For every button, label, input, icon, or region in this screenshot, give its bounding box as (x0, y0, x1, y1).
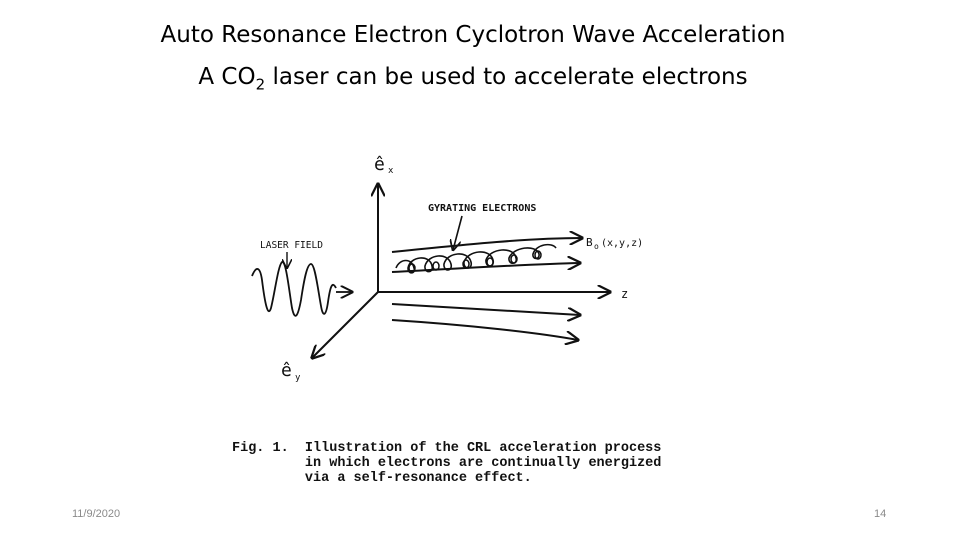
axis-y-subscript: y (295, 373, 301, 383)
axis-x-subscript: x (388, 166, 394, 176)
footer-date: 11/9/2020 (72, 508, 121, 520)
field-line-bottom (392, 320, 578, 340)
slide-title: Auto Resonance Electron Cyclotron Wave Acceleration (160, 22, 786, 48)
laser-field-label: LASER FIELD (260, 240, 323, 251)
subtitle-prefix: A CO (198, 64, 256, 90)
axis-y-line (312, 292, 378, 358)
slide-number: 14 (874, 508, 887, 520)
figure-caption (232, 441, 661, 486)
field-args: (x,y,z) (601, 238, 644, 249)
axis-x-label: ê (374, 154, 385, 175)
field-subscript: o (594, 242, 599, 251)
axis-y-label: ê (281, 360, 292, 381)
subtitle-suffix: laser can be used to accelerate electrons (265, 64, 748, 90)
slide-subtitle (0, 56, 946, 106)
slide-title-block (0, 14, 946, 106)
field-line-lower (392, 304, 580, 315)
caption-line-1: Fig. 1. Illustration of the CRL acceleration process (232, 441, 662, 456)
axis-z-label: z (621, 287, 629, 301)
electron-dots (409, 251, 541, 272)
crl-diagram-svg (240, 140, 700, 440)
subtitle-subscript: 2 (255, 75, 266, 94)
gyrating-electrons-label: GYRATING ELECTRONS (428, 203, 537, 214)
caption-line-3: via a self-resonance effect. (232, 471, 532, 486)
field-label: B (586, 236, 593, 249)
caption-line-2: in which electrons are continually energized (232, 456, 662, 471)
laser-wave (252, 262, 336, 316)
